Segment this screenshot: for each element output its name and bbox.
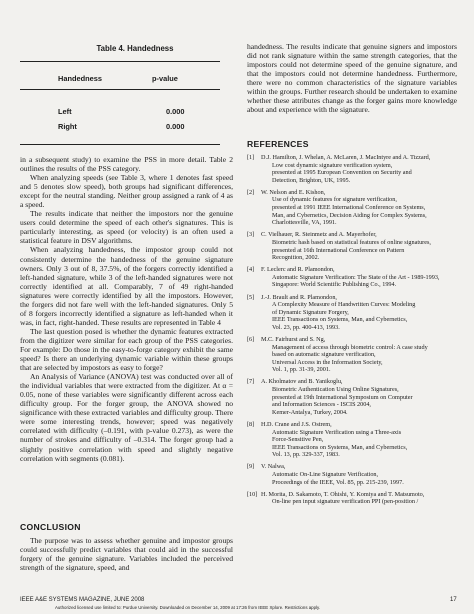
body-paragraph: in a subsequent study) to examine the PSS in more detail. Table 2 outlines the results of the PSS category.: [20, 155, 233, 174]
left-column: [20, 155, 233, 463]
reference-line: C. Vielhauer, R. Steinmetz and A. Mayerhofer,: [261, 231, 377, 239]
reference-line: presented at 1995 European Convention on Security and: [272, 169, 412, 177]
reference-line: V. Nalwa,: [261, 463, 286, 471]
reference-line: W. Nelson and E. Kishon,: [261, 188, 326, 196]
reference-line: Recognition, 2002.: [272, 254, 320, 262]
body-paragraph: The purpose was to assess whether genuine and impostor groups could successfully predict variables that could aid in the successful forgery of the genuine signature. Variables included the perceived strength of the signature, speed, and: [20, 536, 233, 573]
body-paragraph: When analyzing speeds (see Table 3, where 1 denotes fast speed and 5 denotes slow speed), both groups had significant differences, except for the neutral standing. Neither group assigned a rank of 4 as a speed.: [20, 173, 233, 210]
body-paragraph: When analyzing handedness, the impostor group could not consistently determine the handedness of the genuine signature owners. Only 3 out of 8, 37.5%, of the forgers correctly identified a left-handed signature, while 3 of the left-handed signatures were not correctly identified at all. Comparably, 7 of 49 right-handed signatures were correctly identified by all the impostors. However, the forgers did not fare well with the left-handed signatures. Only 5 of 8 forgers incorrectly identified a signature as left-handed when it was, in fact, right-handed. These results are represented in Table 4: [20, 245, 233, 327]
reference-line: Automatic Signature Verification using a Three-axis: [272, 428, 402, 436]
reference-line: Proceedings of the IEEE, Vol. 85, pp. 215-239, 1997.: [272, 478, 404, 486]
right-column: [247, 42, 457, 114]
references-section: [247, 139, 457, 510]
reference-line: M.C. Fairhurst and S. Ng,: [261, 335, 326, 343]
reference-line: Use of dynamic features for signature verification,: [272, 196, 397, 204]
reference-line: Kemer-Antalya, Turkey, 2004.: [272, 408, 348, 416]
reference-line: presented at 19th International Symposium on Computer: [272, 393, 413, 401]
reference-number: [8]: [247, 420, 255, 428]
table-row-label: Right: [58, 122, 77, 131]
reference-line: IEEE Transactions on Systems, Man, and Cybernetics,: [272, 316, 408, 324]
reference-line: D.J. Hamilton, J. Whelan, A. McLaren, J. MacIntyre and A. Tizzard,: [261, 154, 431, 161]
conclusion-section: [20, 522, 233, 572]
reference-line: H. Morita, D. Sakamoto, T. Ohishi, Y. Komiya and T. Matsumoto,: [261, 490, 425, 498]
reference-number: [1]: [247, 154, 255, 161]
reference-number: [6]: [247, 335, 255, 343]
table-row-value: 0.000: [166, 107, 185, 116]
magazine-footer: IEEE A&E SYSTEMS MAGAZINE, JUNE 2008: [20, 597, 145, 603]
reference-line: and Information Sciences - ISCIS 2004,: [272, 401, 371, 409]
table-row-value: 0.000: [166, 122, 185, 131]
reference-item: [247, 266, 457, 289]
reference-number: [9]: [247, 463, 255, 471]
reference-line: Biometric Authentication Using Online Signatures,: [272, 386, 399, 394]
table-header-rule: [20, 89, 220, 90]
reference-line: Man, and Cybernetics, Decision Aiding for Complex Systems,: [272, 211, 427, 219]
reference-line: On-line pen input signature verification PPI (pen-position /: [272, 498, 419, 506]
reference-line: Charlottesville, VA, 1991.: [272, 219, 337, 227]
reference-line: H.D. Crane and J.S. Ostrem,: [261, 420, 332, 428]
reference-line: Low cost dynamic signature verification system,: [272, 161, 393, 169]
page-number: 17: [450, 597, 457, 603]
reference-line: A. Kholmatov and B. Yanikoglu,: [261, 378, 343, 386]
table-row-label: Left: [58, 107, 72, 116]
section-heading: CONCLUSION: [20, 522, 81, 532]
license-notice: Authorized licensed use limited to: Purdue University. Downloaded on December 14, 2009 at 17:26 from IEEE Xplore. Restrictions apply.: [55, 605, 321, 610]
reference-item: [247, 463, 457, 486]
reference-line: Vol. 1, pp. 31-39, 2001.: [272, 366, 331, 374]
reference-item: [247, 421, 457, 459]
body-paragraph: An Analysis of Variance (ANOVA) test was conducted over all of the individual variables that were extracted from the digitizer. At α = 0.05, none of these variables were significantly different across each difficulty group. For the forger group, the ANOVA showed no significance with these extracted variables and difficulty group. There were some interesting trends, however; speed was negatively correlated with difficulty (–0.191, with p-value 0.273), as were the number of strokes and difficulty of –0.314. The forger group had a slightly positive correlation with speed and slightly negative correlation with segments (0.081).: [20, 372, 233, 463]
reference-number: [7]: [247, 378, 255, 386]
reference-item: [247, 231, 457, 261]
reference-line: F. Leclerc and R. Plamondon,: [261, 266, 335, 274]
reference-line: Vol. 23, pp. 400-413, 1993.: [272, 323, 340, 331]
reference-number: [2]: [247, 188, 255, 196]
table-title: Table 4. Handedness: [96, 44, 174, 53]
reference-line: Automatic On-Line Signature Verification,: [272, 470, 379, 478]
reference-item: [247, 154, 457, 184]
reference-list: [247, 154, 457, 506]
reference-line: Force-Sensitive Pen,: [272, 436, 324, 444]
reference-line: presented at 16th International Conference on Pattern: [272, 246, 405, 254]
reference-line: Biometric hash based on statistical features of online signatures,: [272, 238, 431, 246]
reference-item: [247, 189, 457, 227]
handedness-table: [20, 61, 220, 145]
table-header-pvalue: p-value: [152, 74, 178, 83]
reference-line: IEEE Transactions on Systems, Man, and Cybernetics,: [272, 443, 408, 451]
reference-line: Vol. 13, pp. 329-337, 1983.: [272, 451, 340, 459]
reference-number: [4]: [247, 266, 255, 274]
reference-number: [10]: [247, 490, 258, 498]
reference-line: Automatic Signature Verification: The State of the Art - 1989-1993,: [272, 273, 440, 281]
table-header-handedness: Handedness: [58, 74, 102, 83]
reference-item: [247, 336, 457, 374]
reference-line: Universal Access in the Information Society,: [272, 358, 383, 366]
reference-line: Singapore: World Scientific Publishing Co., 1994.: [272, 281, 397, 289]
reference-number: [5]: [247, 293, 255, 301]
reference-line: based on automatic signature verification,: [272, 351, 376, 359]
reference-line: J.-J. Brault and R. Plamondon,: [261, 293, 337, 301]
body-paragraph: The results indicate that neither the impostors nor the genuine users could determine the speed of each other's signatures. This is particularly interesting, as speed (or velocity) is an often used a statistical feature in DSV algorithms.: [20, 209, 233, 246]
reference-line: Detection, Brighton, UK, 1995.: [272, 176, 351, 184]
reference-item: [247, 491, 457, 506]
body-paragraph: The last question posed is whether the dynamic features extracted from the digitizer were similar for each group of the PSS categories. For example: Do those in the easy-to-forge category exhibit the same speed? Is there an underlying dynamic variable within these groups that are selected by impostors as easy to forge?: [20, 326, 233, 373]
reference-line: of Dynamic Signature Forgery,: [272, 308, 349, 316]
reference-line: presented at 1991 IEEE International Conference on Systems,: [272, 204, 426, 212]
section-heading: REFERENCES: [247, 139, 309, 149]
body-paragraph: handedness. The results indicate that genuine signers and impostors did not rank signature within the same strength categories, that the impostors could not determine speed of the genuine signature, and that the impostors could not determine handedness. Furthermore, there were no common characteristics of the signature variables within the groups. Further research should be undertaken to examine whether these attributes change as the forger gains more knowledge about and experience with the signature.: [247, 42, 457, 115]
reference-line: Management of access through biometric control: A case study: [272, 343, 428, 351]
reference-number: [3]: [247, 231, 255, 239]
reference-item: [247, 294, 457, 332]
reference-item: [247, 378, 457, 416]
reference-line: A Complexity Measure of Handwritten Curves: Modeling: [272, 301, 416, 309]
